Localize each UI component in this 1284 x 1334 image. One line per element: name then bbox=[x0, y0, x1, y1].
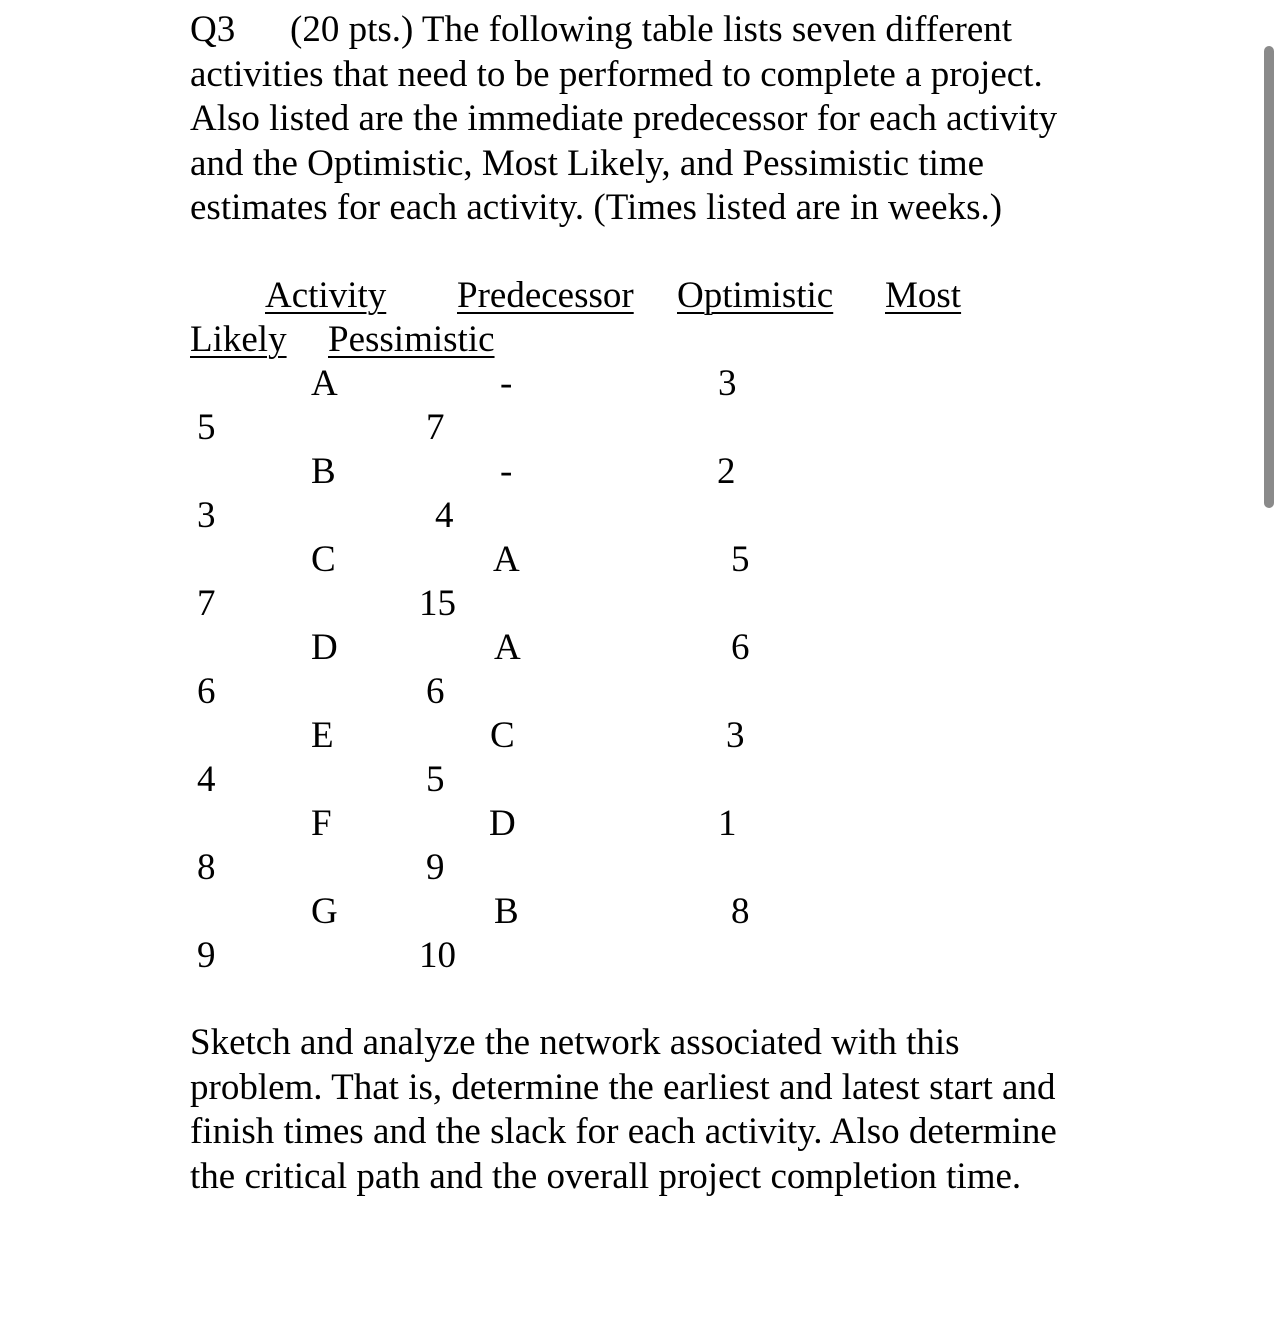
header-most: Most bbox=[885, 275, 962, 316]
cell-optimistic: 6 bbox=[731, 627, 750, 668]
cell-predecessor: C bbox=[490, 715, 515, 756]
cell-optimistic: 8 bbox=[731, 891, 750, 932]
cell-optimistic: 3 bbox=[726, 715, 745, 756]
header-activity: Activity bbox=[265, 275, 387, 316]
cell-activity: C bbox=[311, 539, 336, 580]
cell-pessimistic: 15 bbox=[419, 583, 456, 624]
question-text bbox=[190, 8, 1090, 231]
cell-pessimistic: 10 bbox=[419, 935, 456, 976]
cell-predecessor: - bbox=[500, 363, 513, 404]
cell-most-likely: 9 bbox=[197, 935, 216, 976]
cell-predecessor: D bbox=[489, 803, 516, 844]
cell-most-likely: 3 bbox=[197, 495, 216, 536]
cell-most-likely: 7 bbox=[197, 583, 216, 624]
cell-predecessor: A bbox=[494, 627, 521, 668]
cell-activity: A bbox=[311, 363, 338, 404]
cell-pessimistic: 6 bbox=[426, 671, 445, 712]
cell-activity: B bbox=[311, 451, 336, 492]
header-likely: Likely bbox=[190, 319, 287, 360]
cell-pessimistic: 7 bbox=[426, 407, 445, 448]
cell-optimistic: 2 bbox=[717, 451, 736, 492]
header-pessimistic: Pessimistic bbox=[328, 319, 495, 360]
cell-pessimistic: 4 bbox=[435, 495, 454, 536]
cell-activity: D bbox=[311, 627, 338, 668]
cell-pessimistic: 9 bbox=[426, 847, 445, 888]
cell-most-likely: 6 bbox=[197, 671, 216, 712]
cell-pessimistic: 5 bbox=[426, 759, 445, 800]
closing-instructions: Sketch and analyze the network associated with this problem. That is, determine the earliest and latest start and finish times and the slack for each activity. Also determine the critical path and the overall project completion time. bbox=[190, 1022, 1057, 1197]
cell-most-likely: 8 bbox=[197, 847, 216, 888]
cell-most-likely: 5 bbox=[197, 407, 216, 448]
cell-predecessor: A bbox=[493, 539, 520, 580]
cell-optimistic: 3 bbox=[718, 363, 737, 404]
header-optimistic: Optimistic bbox=[677, 275, 834, 316]
cell-optimistic: 1 bbox=[718, 803, 737, 844]
cell-predecessor: B bbox=[494, 891, 519, 932]
cell-predecessor: - bbox=[500, 451, 513, 492]
header-predecessor: Predecessor bbox=[457, 275, 634, 316]
cell-activity: F bbox=[311, 803, 332, 844]
cell-activity: E bbox=[311, 715, 334, 756]
cell-activity: G bbox=[311, 891, 338, 932]
question-body: (20 pts.) The following table lists seven different activities that need to be performed to complete a project. Also listed are the immediate predecessor for each activity and the Optimistic, Most Likely, and Pessimistic time estimates for each activity. (Times listed are in weeks.) bbox=[190, 9, 1058, 228]
cell-optimistic: 5 bbox=[731, 539, 750, 580]
vertical-scrollbar[interactable] bbox=[1264, 46, 1274, 508]
question-number: Q3 bbox=[190, 9, 236, 50]
cell-most-likely: 4 bbox=[197, 759, 216, 800]
